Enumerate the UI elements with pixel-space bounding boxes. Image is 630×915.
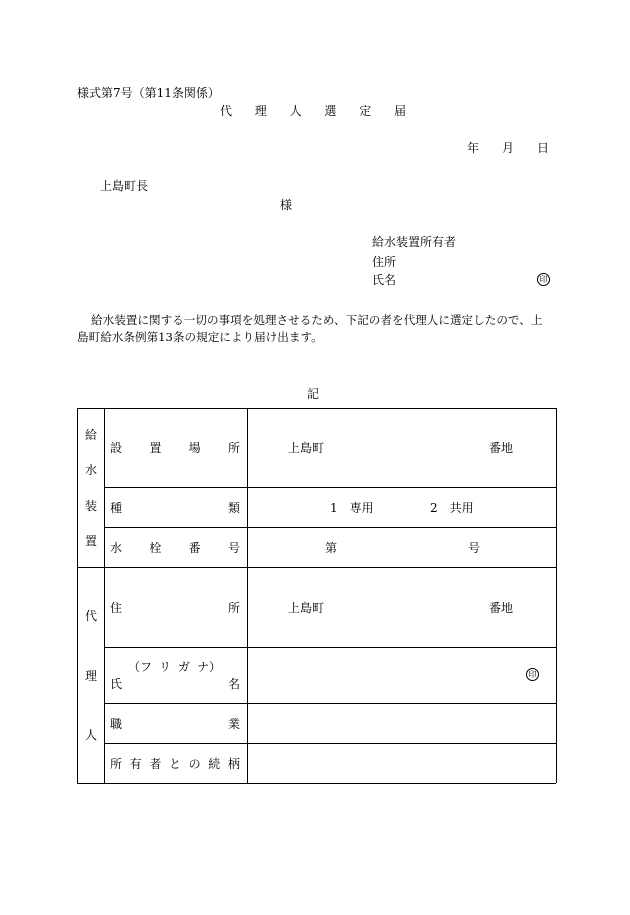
date-day: 日 [536, 141, 549, 155]
label-char: 場 [188, 441, 201, 455]
date-month: 月 [501, 141, 514, 155]
label-char: ガ [177, 660, 190, 674]
label-char: 類 [227, 501, 240, 515]
applicant-name-label: 氏名 [372, 273, 397, 287]
label-char: 所 [227, 601, 240, 615]
location-banchi: 番地 [489, 441, 514, 455]
applicant-address-label: 住所 [372, 255, 397, 269]
group2-char: 代 [85, 609, 98, 623]
applicant-role: 給水装置所有者 [372, 235, 457, 249]
ki-label: 記 [307, 387, 320, 401]
label-char: 住 [110, 601, 123, 615]
label-char: 業 [227, 717, 240, 731]
agent-seal-icon: 印 [526, 668, 539, 681]
title-char: 届 [393, 104, 406, 118]
honorific: 様 [280, 198, 293, 212]
label-char: 柄 [227, 757, 240, 771]
label-char: 設 [110, 441, 123, 455]
hydrant-suffix: 号 [468, 541, 481, 555]
title-char: 理 [254, 104, 267, 118]
label-char: 栓 [149, 541, 162, 555]
label-char: 番 [188, 541, 201, 555]
title-char: 人 [289, 104, 302, 118]
date-line [467, 141, 549, 155]
hydrant-label [110, 541, 240, 555]
addressee: 上島町長 [100, 179, 149, 193]
hydrant-prefix: 第 [325, 541, 338, 555]
group1-char: 装 [85, 499, 98, 513]
label-char: 続 [208, 757, 221, 771]
label-char: リ [158, 660, 171, 674]
title-char: 定 [359, 104, 372, 118]
occupation-label [110, 717, 240, 731]
relation-label [110, 757, 240, 771]
label-char: と [168, 757, 181, 771]
type-label [110, 501, 240, 515]
type-option-private[interactable]: 1 専用 [330, 501, 374, 515]
agent-address-banchi: 番地 [489, 601, 514, 615]
label-char: ナ） [196, 660, 221, 674]
label-char: 者 [149, 757, 162, 771]
label-char: （フ [128, 660, 153, 674]
group1-char: 置 [85, 534, 98, 548]
form-title [220, 104, 406, 118]
group1-char: 水 [85, 463, 98, 477]
label-char: 所 [227, 441, 240, 455]
title-char: 代 [220, 104, 233, 118]
form-number: 様式第7号（第11条関係） [77, 86, 220, 100]
location-town[interactable]: 上島町 [288, 441, 325, 455]
title-char: 選 [324, 104, 337, 118]
label-char: 置 [149, 441, 162, 455]
label-char: 有 [129, 757, 142, 771]
body-text-line1: 給水装置に関する一切の事項を処理させるため、下記の者を代理人に選定したので、上 [91, 313, 543, 327]
label-char: 名 [227, 677, 240, 691]
label-char: 氏 [110, 677, 123, 691]
type-option-shared[interactable]: 2 共用 [430, 501, 474, 515]
body-text-line2: 島町給水条例第13条の規定により届け出ます。 [77, 330, 323, 344]
group2-char: 理 [85, 669, 98, 683]
label-char: 所 [110, 757, 123, 771]
group1-char: 給 [85, 428, 98, 442]
location-label [110, 441, 240, 455]
label-char: 水 [110, 541, 123, 555]
agent-address-label [110, 601, 240, 615]
agent-name-label [110, 677, 240, 691]
label-char: 種 [110, 501, 123, 515]
group2-char: 人 [85, 728, 98, 742]
label-char: 号 [227, 541, 240, 555]
label-char: の [188, 757, 201, 771]
furigana-label [128, 660, 221, 674]
applicant-seal-icon: 印 [537, 273, 550, 286]
agent-address-town[interactable]: 上島町 [288, 601, 325, 615]
date-year: 年 [467, 141, 480, 155]
label-char: 職 [110, 717, 123, 731]
